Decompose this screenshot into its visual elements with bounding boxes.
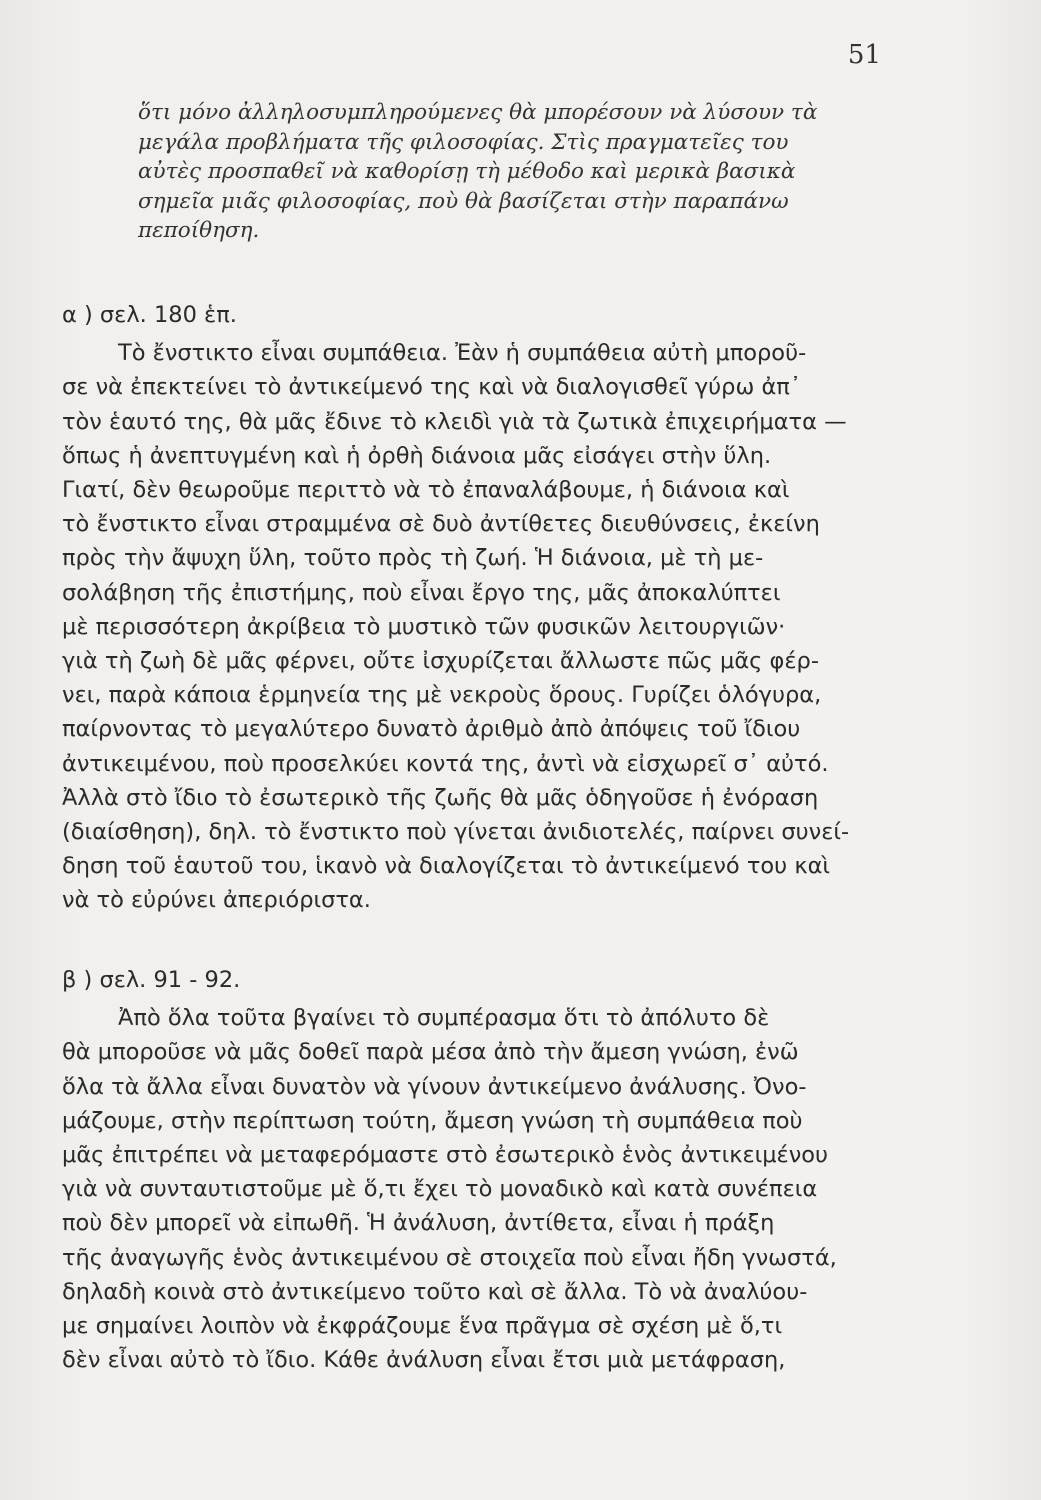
section-b-heading: β ) σελ. 91 - 92. [62,967,241,993]
paragraph-line: σολάβηση τῆς ἐπιστήμης, ποὺ εἶναι ἔργο της, μᾶς ἀποκαλύπτει [62,579,781,606]
section-a [62,298,922,918]
paragraph-line: δηση τοῦ ἑαυτοῦ του, ἱκανὸ νὰ διαλογίζεται τὸ ἀντικείμενό του καὶ [62,853,831,880]
paragraph-line: με σημαίνει λοιπὸν νὰ ἐκφράζουμε ἕνα πρᾶγμα σὲ σχέση μὲ ὅ,τι [62,1313,783,1340]
paragraph-line: ὅπως ἡ ἀνεπτυγμένη καὶ ἡ ὀρθὴ διάνοια μᾶς εἰσάγει στὴν ὕλη. [62,442,772,469]
quote-line: πεποίθηση. [138,218,260,244]
quote-line: σημεῖα μιᾶς φιλοσοφίας, ποὺ θὰ βασίζεται στὴν παραπάνω [138,188,789,214]
paragraph-line: σε νὰ ἐπεκτείνει τὸ ἀντικείμενό της καὶ νὰ διαλογισθεῖ γύρω ἀπ᾿ [62,374,802,401]
paragraph-line: τὸ ἔνστικτο εἶναι στραμμένα σὲ δυὸ ἀντίθετες διευθύνσεις, ἐκείνη [62,511,820,538]
quote-line: αὐτὲς προσπαθεῖ νὰ καθορίσῃ τὴ μέθοδο καὶ μερικὰ βασικὰ [138,159,796,185]
paragraph-line: μάζουμε, στὴν περίπτωση τούτη, ἄμεση γνώση τὴ συμπάθεια ποὺ [62,1107,803,1134]
paragraph-line: θὰ μποροῦσε νὰ μᾶς δοθεῖ παρὰ μέσα ἀπὸ τὴν ἄμεση γνώση, ἐνῶ [62,1039,799,1066]
paragraph-line: δὲν εἶναι αὐτὸ τὸ ἴδιο. Κάθε ἀνάλυση εἶναι ἔτσι μιὰ μετάφραση, [62,1347,786,1374]
page-number: 51 [847,40,881,70]
paragraph-line: τὸν ἑαυτό της, θὰ μᾶς ἔδινε τὸ κλειδὶ γιὰ τὰ ζωτικὰ ἐπιχειρήματα — [62,408,847,435]
paragraph-line: ποὺ δὲν μπορεῖ νὰ εἰπωθῆ. Ἡ ἀνάλυση, ἀντίθετα, εἶναι ἡ πράξη [62,1210,775,1237]
paragraph-line: νὰ τὸ εὐρύνει ἀπεριόριστα. [62,887,371,914]
paragraph-line: Ἀπὸ ὅλα τοῦτα βγαίνει τὸ συμπέρασμα ὅτι τὸ ἀπόλυτο δὲ [118,1005,770,1032]
paragraph-line: γιὰ νὰ συνταυτιστοῦμε μὲ ὅ,τι ἔχει τὸ μοναδικὸ καὶ κατὰ συνέπεια [62,1176,818,1203]
paragraph-line: δηλαδὴ κοινὰ στὸ ἀντικείμενο τοῦτο καὶ σὲ ἄλλα. Τὸ νὰ ἀναλύου- [62,1278,808,1305]
paragraph-line: ὅλα τὰ ἄλλα εἶναι δυνατὸν νὰ γίνουν ἀντικείμενο ἀνάλυσης. Ὀνο- [62,1073,807,1100]
paragraph-line: παίρνοντας τὸ μεγαλύτερο δυνατὸ ἀριθμὸ ἀπὸ ἀπόψεις τοῦ ἴδιου [62,716,801,743]
paragraph-line: Τὸ ἔνστικτο εἶναι συμπάθεια. Ἐὰν ἡ συμπάθεια αὐτὴ μποροῦ- [118,340,807,367]
paragraph-line: μᾶς ἐπιτρέπει νὰ μεταφερόμαστε στὸ ἐσωτερικὸ ἑνὸς ἀντικειμένου [62,1142,829,1169]
paragraph-line: ἀντικειμένου, ποὺ προσελκύει κοντά της, ἀντὶ νὰ εἰσχωρεῖ σ᾿ αὐτό. [62,750,829,777]
paragraph-line: Γιατί, δὲν θεωροῦμε περιττὸ νὰ τὸ ἐπαναλάβουμε, ἡ διάνοια καὶ [62,477,790,504]
section-b [62,963,922,1377]
paragraph-line: (διαίσθηση), δηλ. τὸ ἔνστικτο ποὺ γίνεται ἀνιδιοτελές, παίρνει συνεί- [62,819,850,846]
italic-quote-block [138,98,918,246]
paragraph-line: πρὸς τὴν ἄψυχη ὕλη, τοῦτο πρὸς τὴ ζωή. Ἡ διάνοια, μὲ τὴ με- [62,545,764,572]
paragraph-line: τῆς ἀναγωγῆς ἑνὸς ἀντικειμένου σὲ στοιχεῖα ποὺ εἶναι ἤδη γνωστά, [62,1244,837,1271]
paragraph-line: νει, παρὰ κάποια ἑρμηνεία της μὲ νεκροὺς ὅρους. Γυρίζει ὁλόγυρα, [62,682,822,709]
paragraph-line: Ἀλλὰ στὸ ἴδιο τὸ ἐσωτερικὸ τῆς ζωῆς θὰ μᾶς ὁδηγοῦσε ἡ ἐνόραση [62,784,819,811]
paragraph-line: μὲ περισσότερη ἀκρίβεια τὸ μυστικὸ τῶν φυσικῶν λειτουργιῶν· [62,613,786,640]
section-a-heading: α ) σελ. 180 ἑπ. [62,302,237,328]
paragraph-line: γιὰ τὴ ζωὴ δὲ μᾶς φέρνει, οὔτε ἰσχυρίζεται ἄλλωστε πῶς μᾶς φέρ- [62,648,819,675]
quote-line: μεγάλα προβλήματα τῆς φιλοσοφίας. Στὶς πραγματεῖες του [138,129,789,155]
quote-line: ὅτι μόνο ἀλληλοσυμπληρούμενες θὰ μπορέσουν νὰ λύσουν τὰ [138,100,818,125]
